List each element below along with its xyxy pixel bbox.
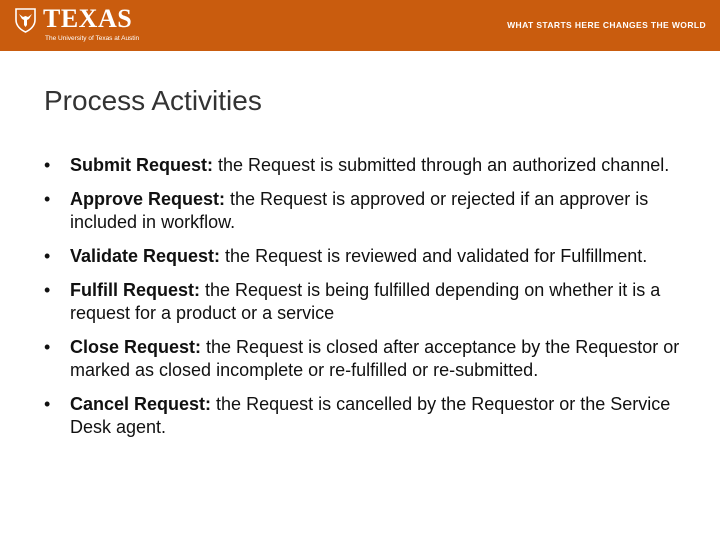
bullet-dot: • (44, 394, 51, 414)
bullet-term: Submit Request: (70, 155, 214, 175)
bullet-item-approve (44, 188, 684, 234)
bullet-item-submit (44, 154, 684, 177)
ut-logo[interactable] (14, 6, 139, 42)
bullet-text: the Request is being fulfilled depending on whether it is a request for a product or a service (70, 280, 661, 323)
bullet-dot: • (44, 337, 51, 357)
bullet-item-cancel (44, 393, 684, 439)
university-name: The University of Texas at Austin (45, 35, 140, 42)
bullet-term: Validate Request: (70, 246, 221, 266)
slide-title: Process Activities (44, 85, 262, 116)
bullet-list (44, 154, 684, 450)
bullet-dot: • (44, 280, 51, 300)
bullet-term: Cancel Request: (70, 394, 212, 414)
texas-wordmark: TEXAS (43, 4, 133, 33)
bullet-term: Close Request: (70, 337, 202, 357)
bullet-item-validate (44, 245, 684, 268)
bullet-text: the Request is submitted through an authorized channel. (213, 155, 670, 175)
tagline: WHAT STARTS HERE CHANGES THE WORLD (507, 20, 706, 30)
bullet-dot: • (44, 246, 51, 266)
bullet-term: Fulfill Request: (70, 280, 200, 300)
bullet-text: the Request is reviewed and validated for Fulfillment. (220, 246, 648, 266)
bullet-text: the Request is approved or rejected if an approver is included in workflow. (70, 189, 649, 232)
longhorn-seal-icon (14, 7, 37, 33)
bullet-item-fulfill (44, 279, 684, 325)
header-bar (0, 0, 720, 51)
bullet-dot: • (44, 155, 51, 175)
bullet-item-close (44, 336, 684, 382)
bullet-text: the Request is closed after acceptance by the Requestor or marked as closed incomplete or re-fulfilled or re-submitted. (70, 337, 680, 380)
bullet-term: Approve Request: (70, 189, 226, 209)
bullet-dot: • (44, 189, 51, 209)
bullet-text: the Request is cancelled by the Requestor or the Service Desk agent. (70, 394, 671, 437)
